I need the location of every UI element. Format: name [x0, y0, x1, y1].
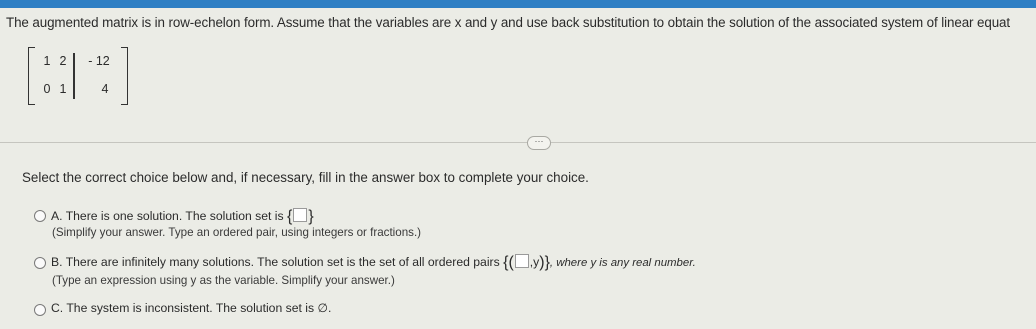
matrix-cell: - 12 — [88, 54, 110, 68]
option-b-radio[interactable] — [34, 257, 46, 269]
matrix-right-bracket — [121, 47, 128, 105]
option-b-hint: (Type an expression using y as the variable. Simplify your answer.) — [52, 274, 395, 287]
matrix-cell: 2 — [59, 54, 67, 68]
question-text: The augmented matrix is in row-echelon form. Assume that the variables are x and y and use back substitution to obtain the solution of the associated system of linear equat — [6, 15, 1011, 30]
option-a-answer-box[interactable] — [293, 208, 307, 222]
matrix-augment-bar — [73, 53, 75, 99]
option-b-letter: B. — [51, 255, 63, 269]
option-b-label — [51, 254, 696, 272]
option-b-suffix: , where y is any real number. — [549, 257, 696, 269]
option-a-label — [51, 208, 314, 226]
matrix-cell: 4 — [101, 82, 109, 96]
matrix-left-bracket — [28, 47, 35, 105]
option-c-letter: C. — [51, 301, 64, 315]
section-divider — [0, 142, 1036, 143]
option-b-answer-box[interactable] — [515, 254, 529, 268]
matrix-cell: 1 — [43, 54, 51, 68]
option-a-radio[interactable] — [34, 210, 46, 222]
matrix-cell: 0 — [43, 82, 51, 96]
option-c-label — [51, 301, 331, 315]
more-button[interactable]: ··· — [527, 136, 551, 150]
close-brace-icon: )} — [539, 254, 550, 271]
option-c-text: The system is inconsistent. The solution set is ∅. — [66, 301, 332, 315]
option-a-hint: (Simplify your answer. Type an ordered pair, using integers or fractions.) — [52, 226, 422, 239]
augmented-matrix — [28, 45, 128, 107]
option-a-text: There is one solution. The solution set is — [65, 209, 284, 223]
close-brace-icon: } — [308, 208, 314, 225]
open-brace-icon: { — [287, 208, 293, 225]
option-a-letter: A. — [51, 209, 63, 223]
instruction-text: Select the correct choice below and, if necessary, fill in the answer box to complete your choice. — [22, 170, 589, 185]
option-b-text: There are infinitely many solutions. The solution set is the set of all ordered pairs — [65, 255, 500, 269]
matrix-cell: 1 — [59, 82, 67, 96]
open-brace-icon: {( — [503, 254, 514, 271]
option-b-y-var: ,y — [529, 255, 540, 269]
top-bar — [0, 0, 1036, 8]
option-c-radio[interactable] — [34, 304, 46, 316]
